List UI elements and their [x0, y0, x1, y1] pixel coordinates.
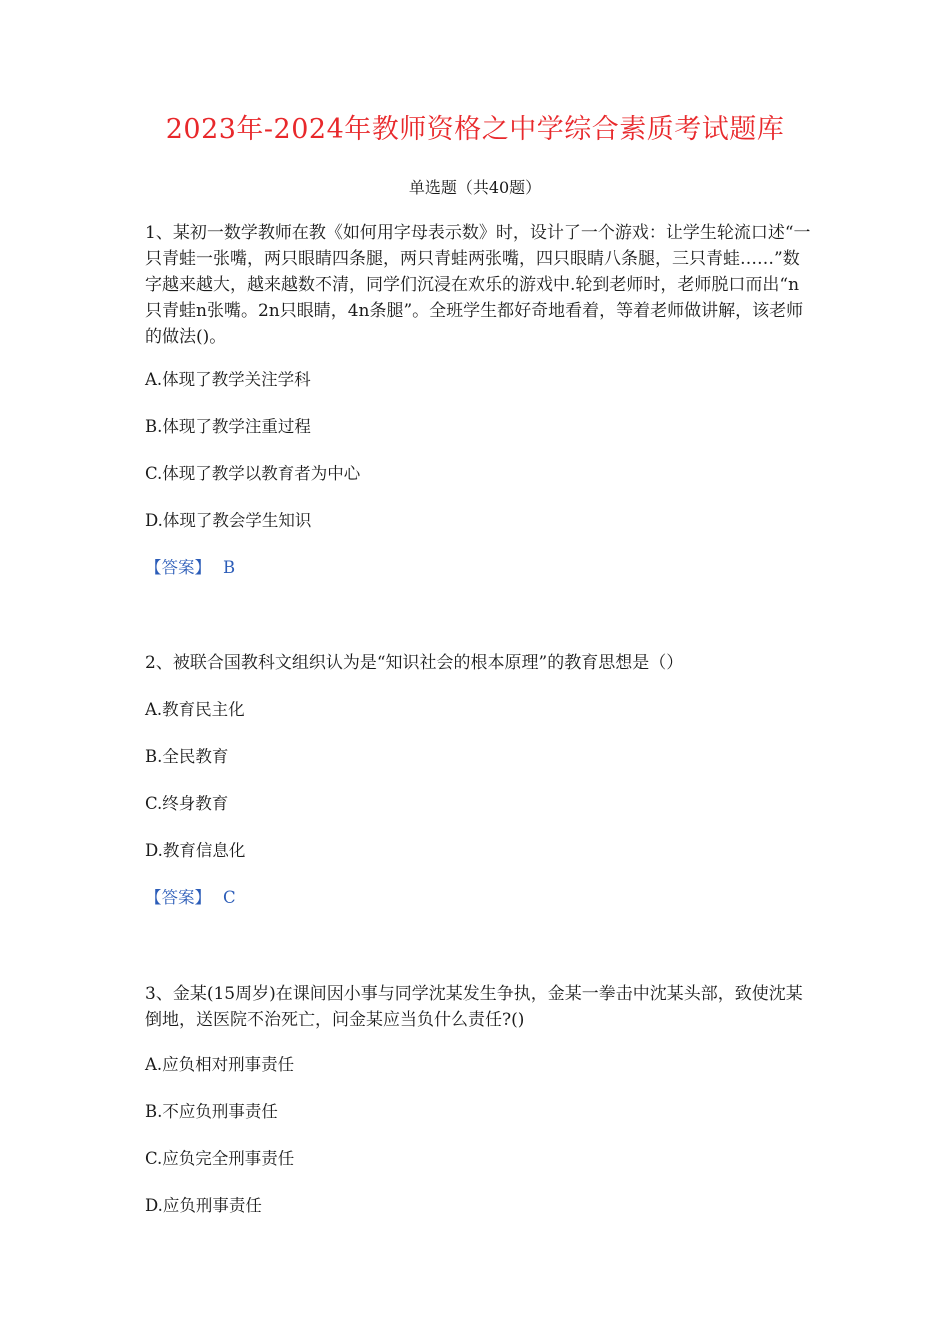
question-3-stem: 3、金某(15周岁)在课间因小事与同学沈某发生争执，金某一拳击中沈某头部，致使沈某倒地，送医院不治死亡，问金某应当负什么责任?() [145, 984, 803, 1030]
option-label: B.不应负刑事责任 [145, 1102, 278, 1121]
question-3-option-c [145, 1148, 815, 1170]
question-3-option-b [145, 1101, 815, 1123]
question-2 [145, 650, 815, 676]
question-2-option-b [145, 746, 815, 768]
question-3 [145, 981, 815, 1033]
question-2-answer [145, 887, 815, 909]
option-label: C.体现了教学以教育者为中心 [145, 464, 361, 483]
question-1-option-a [145, 369, 815, 391]
question-2-option-c [145, 793, 815, 815]
question-2-option-d [145, 840, 815, 862]
question-3-option-a [145, 1054, 815, 1076]
option-label: C.应负完全刑事责任 [145, 1149, 295, 1168]
question-2-stem: 2、被联合国教科文组织认为是“知识社会的根本原理”的教育思想是（） [145, 653, 684, 673]
option-label: C.终身教育 [145, 794, 229, 813]
option-label: A.应负相对刑事责任 [145, 1055, 295, 1074]
question-1-option-c [145, 463, 815, 485]
option-label: A.教育民主化 [145, 700, 245, 719]
answer-value: B [223, 558, 236, 577]
answer-tag: 【答案】 [145, 558, 211, 577]
question-1-option-b [145, 416, 815, 438]
question-1 [145, 220, 815, 350]
question-1-option-d [145, 510, 815, 532]
option-label: B.全民教育 [145, 747, 229, 766]
option-label: A.体现了教学关注学科 [145, 370, 311, 389]
answer-value: C [223, 888, 236, 907]
document-title: 2023年-2024年教师资格之中学综合素质考试题库 [165, 114, 785, 145]
question-1-answer [145, 557, 815, 579]
option-label: D.应负刑事责任 [145, 1196, 262, 1215]
question-2-option-a [145, 699, 815, 721]
option-label: D.教育信息化 [145, 841, 246, 860]
question-1-stem: 1、某初一数学教师在教《如何用字母表示数》时，设计了一个游戏：让学生轮流口述“一只青蛙一张嘴，两只眼睛四条腿，两只青蛙两张嘴，四只眼睛八条腿，三只青蛙……”数字越来越大，越来越数不清，同学们沉浸在欢乐的游戏中.轮到老师时，老师脱口而出“n只青蛙n张嘴。2n只眼睛，4n条腿”。全班学生都好奇地看着，等着老师做讲解，该老师的做法()。 [145, 223, 811, 347]
answer-tag: 【答案】 [145, 888, 211, 907]
section-heading: 单选题（共40题） [408, 178, 542, 197]
option-label: D.体现了教会学生知识 [145, 511, 312, 530]
question-3-option-d [145, 1195, 815, 1217]
option-label: B.体现了教学注重过程 [145, 417, 311, 436]
